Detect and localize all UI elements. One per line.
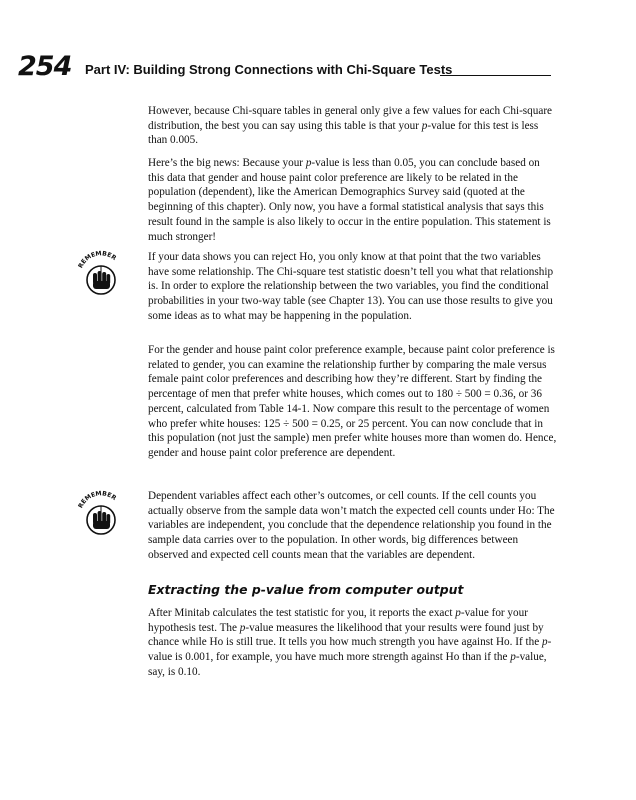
section-heading: Extracting the p-value from computer output <box>148 582 464 597</box>
paragraph-2: Here’s the big news: Because your p-value is less than 0.05, you can conclude based on this data that gender and house paint color preference are likely to be related in the population (dependent), like the American Demographics Survey said (quoted at the beginning of this chapter). Only now, you have a formal statistical analysis that says this result found in the sample is also likely to occur in the entire population. This statement is much stronger! <box>148 157 551 243</box>
remember-icon <box>76 490 126 540</box>
paragraph-5: Dependent variables affect each other’s outcomes, or cell counts. If the cell counts you actually observe from the sample data won’t match the expected cell counts under Ho: The variables are independent, you conclude that the dependence relationship you found in the sample data carries over to the population. In other words, big differences between observed and expected cell counts mean that the variables are dependent. <box>148 490 555 561</box>
paragraph-1: However, because Chi-square tables in general only give a few values for each Chi-square distribution, the best you can say using this table is that your p-value for this test is less than 0.005. <box>148 105 553 147</box>
running-head: Part IV: Building Strong Connections with Chi-Square Tests <box>85 62 453 77</box>
paragraph-4: For the gender and house paint color preference example, because paint color preference is related to gender, you can examine the relationship further by comparing the male versus female paint color preferences and describing how they’re different. Start by finding the percentage of men that prefer white houses, which comes out to 180 ÷ 500 = 0.36, or 36 percent, calculated from Table 14-1. Now compare this result to the percentage of women who prefer white houses: 125 ÷ 500 = 0.25, or 25 percent. You can now conclude that in this population (not just the sample) men prefer white houses more than women do. Hence, gender and house paint color preference are dependent. <box>148 344 557 459</box>
page-number: 254 <box>18 51 72 82</box>
header-rule <box>440 75 551 76</box>
remember-icon <box>76 250 126 300</box>
remember-label: REMEMBER <box>77 250 118 270</box>
paragraph-3: If your data shows you can reject Ho, you only know at that point that the two variables have some relationship. The Chi-square test statistic doesn’t tell you what that relationship is. In order to explore the relationship between the two variables, you find the conditional probabilities in your two-way table (see Chapter 13). You can use those results to give you some ideas as to what may be happening in the population. <box>148 251 554 322</box>
remember-label: REMEMBER <box>77 490 118 510</box>
paragraph-6: After Minitab calculates the test statistic for you, it reports the exact p-value for your hypothesis test. The p-value measures the likelihood that your results were found just by chance while Ho is still true. It tells you how much strength you have against Ho. If the p-value is 0.001, for example, you have much more strength against Ho than if the p-value, say, is 0.10. <box>148 607 552 678</box>
